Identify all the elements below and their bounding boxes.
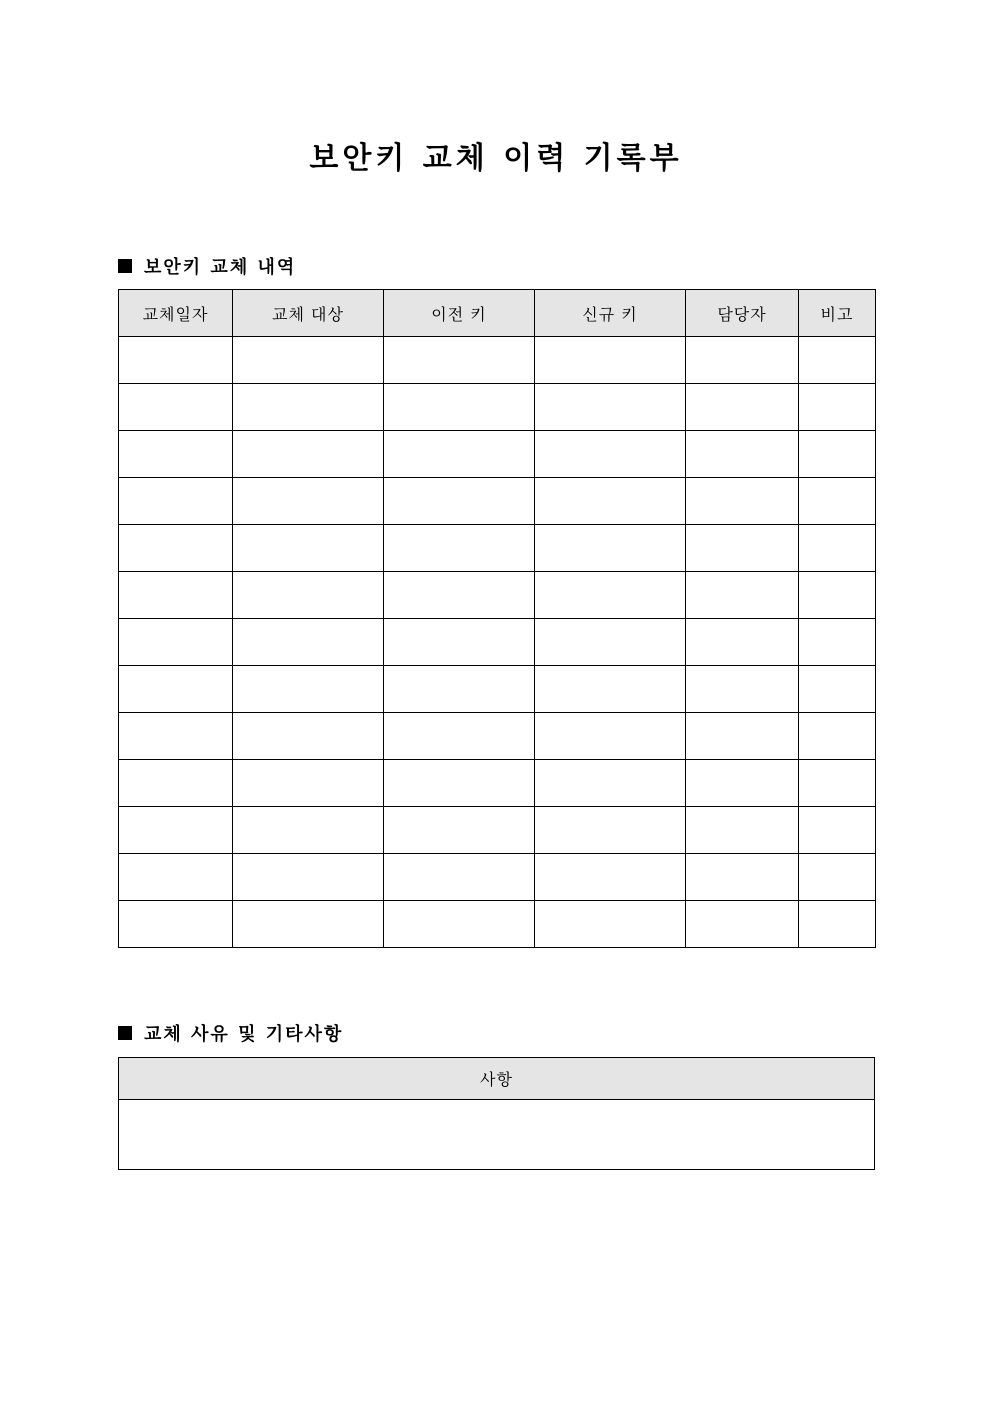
- table-cell[interactable]: [119, 619, 233, 666]
- table-cell[interactable]: [233, 760, 384, 807]
- table-cell[interactable]: [119, 666, 233, 713]
- table-cell[interactable]: [535, 807, 686, 854]
- table-cell[interactable]: [799, 713, 876, 760]
- table-cell[interactable]: [535, 760, 686, 807]
- table-cell[interactable]: [686, 760, 799, 807]
- table-cell[interactable]: [233, 337, 384, 384]
- table-cell[interactable]: [799, 760, 876, 807]
- table-cell[interactable]: [535, 384, 686, 431]
- table-cell[interactable]: [535, 525, 686, 572]
- table-cell[interactable]: [686, 337, 799, 384]
- table-cell[interactable]: [799, 572, 876, 619]
- table-cell[interactable]: [233, 854, 384, 901]
- table-cell[interactable]: [384, 384, 535, 431]
- table-cell[interactable]: [384, 901, 535, 948]
- table-cell[interactable]: [233, 384, 384, 431]
- table-header-row: [119, 290, 876, 337]
- table-cell[interactable]: [535, 619, 686, 666]
- table-cell[interactable]: [535, 666, 686, 713]
- table-cell[interactable]: [686, 384, 799, 431]
- table-cell[interactable]: [233, 525, 384, 572]
- table-cell[interactable]: [686, 901, 799, 948]
- table-row: [119, 337, 876, 384]
- reason-notes-table: [118, 1057, 875, 1170]
- table-cell[interactable]: [799, 619, 876, 666]
- table-cell[interactable]: [799, 337, 876, 384]
- table-row: [119, 478, 876, 525]
- table-cell[interactable]: [119, 478, 233, 525]
- table-cell[interactable]: [535, 431, 686, 478]
- table-cell[interactable]: [686, 572, 799, 619]
- table-cell[interactable]: [686, 619, 799, 666]
- table-cell[interactable]: [799, 901, 876, 948]
- table-cell[interactable]: [799, 384, 876, 431]
- table-cell[interactable]: [799, 525, 876, 572]
- table-cell[interactable]: [686, 854, 799, 901]
- table-row: [119, 1100, 875, 1170]
- table-row: [119, 713, 876, 760]
- table-cell[interactable]: [686, 807, 799, 854]
- replacement-history-table: [118, 289, 876, 948]
- table-row: [119, 572, 876, 619]
- table-cell[interactable]: [799, 478, 876, 525]
- table-cell[interactable]: [686, 713, 799, 760]
- table-cell[interactable]: [119, 572, 233, 619]
- table-cell[interactable]: [799, 807, 876, 854]
- table-cell[interactable]: [233, 431, 384, 478]
- table-cell[interactable]: [384, 572, 535, 619]
- square-bullet-icon: [118, 1026, 132, 1040]
- table-row: [119, 807, 876, 854]
- column-header-target: 교체 대상: [233, 290, 384, 337]
- table-cell[interactable]: [686, 478, 799, 525]
- table-cell[interactable]: [119, 807, 233, 854]
- table-row: [119, 901, 876, 948]
- table-cell[interactable]: [535, 854, 686, 901]
- column-header-notes: 사항: [119, 1058, 875, 1100]
- table-cell[interactable]: [233, 713, 384, 760]
- table-cell[interactable]: [535, 901, 686, 948]
- section-heading-reason: [118, 1020, 343, 1046]
- section-heading-history: [118, 253, 296, 279]
- table-cell[interactable]: [799, 854, 876, 901]
- table-row: [119, 525, 876, 572]
- table-cell[interactable]: [119, 713, 233, 760]
- table-cell[interactable]: [384, 478, 535, 525]
- table-cell[interactable]: [119, 525, 233, 572]
- column-header-date: 교체일자: [119, 290, 233, 337]
- table-cell[interactable]: [233, 572, 384, 619]
- table-cell[interactable]: [799, 666, 876, 713]
- table-cell[interactable]: [233, 666, 384, 713]
- table-cell[interactable]: [535, 478, 686, 525]
- table-cell[interactable]: [384, 760, 535, 807]
- table-cell[interactable]: [535, 572, 686, 619]
- table-cell[interactable]: [233, 901, 384, 948]
- table-cell[interactable]: [384, 807, 535, 854]
- column-header-manager: 담당자: [686, 290, 799, 337]
- table-cell[interactable]: [384, 713, 535, 760]
- table-cell[interactable]: [384, 337, 535, 384]
- table-cell[interactable]: [119, 337, 233, 384]
- column-header-remarks: 비고: [799, 290, 876, 337]
- section-heading-label: 보안키 교체 내역: [144, 257, 297, 278]
- table-cell[interactable]: [119, 854, 233, 901]
- square-bullet-icon: [118, 259, 132, 273]
- table-cell[interactable]: [686, 666, 799, 713]
- table-row: [119, 619, 876, 666]
- table-header-row: [119, 1058, 875, 1100]
- table-cell[interactable]: [384, 666, 535, 713]
- table-cell[interactable]: [535, 713, 686, 760]
- table-cell[interactable]: [233, 619, 384, 666]
- table-cell[interactable]: [384, 431, 535, 478]
- table-cell[interactable]: [119, 384, 233, 431]
- table-row: [119, 384, 876, 431]
- column-header-new-key: 신규 키: [535, 290, 686, 337]
- notes-cell[interactable]: [119, 1100, 875, 1170]
- page-title: 보안키 교체 이력 기록부: [309, 141, 683, 176]
- table-row: [119, 666, 876, 713]
- table-cell[interactable]: [119, 431, 233, 478]
- table-row: [119, 760, 876, 807]
- section-heading-label: 교체 사유 및 기타사항: [144, 1024, 344, 1045]
- table-cell[interactable]: [686, 431, 799, 478]
- column-header-previous-key: 이전 키: [384, 290, 535, 337]
- table-cell[interactable]: [384, 854, 535, 901]
- table-cell[interactable]: [119, 760, 233, 807]
- table-row: [119, 431, 876, 478]
- table-cell[interactable]: [535, 337, 686, 384]
- table-cell[interactable]: [233, 807, 384, 854]
- table-cell[interactable]: [233, 478, 384, 525]
- table-cell[interactable]: [384, 619, 535, 666]
- table-cell[interactable]: [686, 525, 799, 572]
- table-cell[interactable]: [119, 901, 233, 948]
- table-cell[interactable]: [799, 431, 876, 478]
- table-cell[interactable]: [384, 525, 535, 572]
- table-row: [119, 854, 876, 901]
